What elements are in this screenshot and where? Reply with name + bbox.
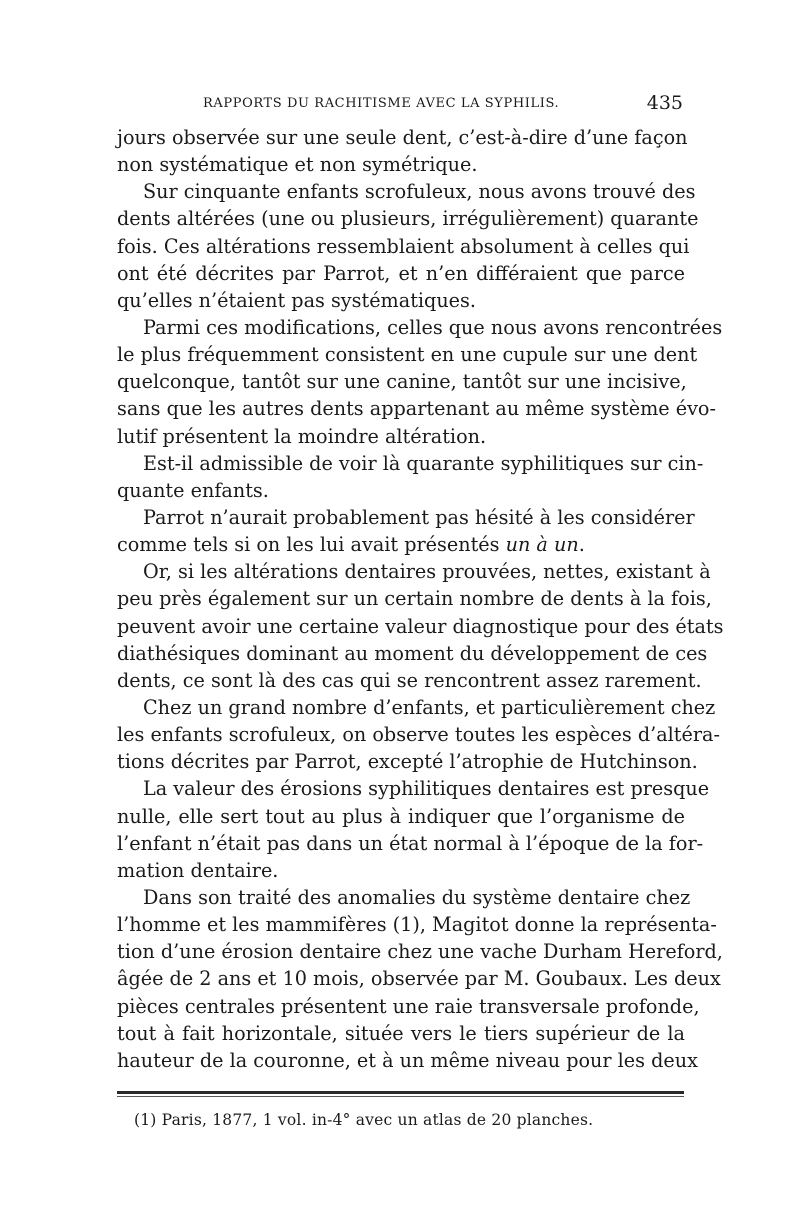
text-line: tions décrites par Parrot, excepté l’atrophie de Hutchinson.	[117, 750, 698, 774]
text-line: Sur cinquante enfants scrofuleux, nous avons trouvé des	[143, 180, 696, 204]
text-line: Or, si les altérations dentaires prouvées, nettes, existant à	[143, 560, 711, 584]
text-line: tion d’une érosion dentaire chez une vache Durham Hereford,	[117, 940, 723, 964]
running-title: RAPPORTS DU RACHITISME AVEC LA SYPHILIS.	[203, 96, 560, 111]
text-line: La valeur des érosions syphilitiques dentaires est presque	[143, 777, 710, 801]
text-line: Parmi ces modifications, celles que nous avons rencontrées	[143, 315, 723, 339]
text-line: l’homme et les mammifères (1), Magitot donne la représenta-	[117, 913, 717, 937]
text-line: quante enfants.	[117, 478, 269, 502]
footnote-rule	[117, 1091, 684, 1094]
text-line-part: comme tels si on les lui avait présentés	[117, 533, 500, 557]
text-line: dents altérées (une ou plusieurs, irrégulièrement) quarante	[117, 207, 699, 231]
text-line: âgée de 2 ans et 10 mois, observée par M. Goubaux. Les deux	[117, 967, 721, 991]
footnote-rule-thin	[117, 1096, 684, 1097]
text-line: Est-il admissible de voir là quarante syphilitiques sur cin-	[143, 451, 704, 475]
text-line: l’enfant n’était pas dans un état normal à l’époque de la for-	[117, 831, 704, 855]
text-line: qu’elles n’étaient pas systématiques.	[117, 288, 476, 312]
text-line: nulle, elle sert tout au plus à indiquer que l’organisme de	[117, 804, 685, 828]
text-line: non systématique et non symétrique.	[117, 153, 478, 177]
text-line: Parrot n’aurait probablement pas hésité à les considérer	[143, 505, 695, 529]
text-line: sans que les autres dents appartenant au même système évo-	[117, 397, 716, 421]
text-line: ont été décrites par Parrot, et n’en différaient que parce	[117, 261, 685, 285]
running-head	[203, 92, 683, 116]
text-line: quelconque, tantôt sur une canine, tantôt sur une incisive,	[117, 370, 687, 394]
text-line	[117, 531, 685, 558]
text-line: dents, ce sont là des cas qui se rencontrent assez rarement.	[117, 668, 702, 692]
footnote: (1) Paris, 1877, 1 vol. in-4° avec un atlas de 20 planches.	[134, 1111, 594, 1129]
text-line: pièces centrales présentent une raie transversale profonde,	[117, 994, 700, 1018]
text-line: peuvent avoir une certaine valeur diagnostique pour des états	[117, 614, 724, 638]
text-line: le plus fréquemment consistent en une cupule sur une dent	[117, 343, 698, 367]
emphasis-text: un à un	[505, 533, 579, 557]
text-line: mation dentaire.	[117, 858, 279, 882]
text-line: peu près également sur un certain nombre de dents à la fois,	[117, 587, 712, 611]
text-line: diathésiques dominant au moment du développement de ces	[117, 641, 708, 665]
text-line-end: .	[578, 533, 585, 557]
text-line: tout à fait horizontale, située vers le tiers supérieur de la	[117, 1021, 685, 1045]
page-number: 435	[646, 92, 683, 114]
text-line: lutif présentent la moindre altération.	[117, 424, 487, 448]
text-line: Chez un grand nombre d’enfants, et particulièrement chez	[143, 695, 716, 719]
text-line: les enfants scrofuleux, on observe toutes les espèces d’altéra-	[117, 723, 720, 747]
body-text	[117, 124, 724, 1074]
text-line: jours observée sur une seule dent, c’est-à-dire d’une façon	[117, 126, 688, 149]
text-line: Dans son traité des anomalies du système dentaire chez	[143, 885, 691, 909]
text-line: hauteur de la couronne, et à un même niveau pour les deux	[117, 1048, 698, 1072]
text-line: fois. Ces altérations ressemblaient absolument à celles qui	[117, 234, 690, 258]
